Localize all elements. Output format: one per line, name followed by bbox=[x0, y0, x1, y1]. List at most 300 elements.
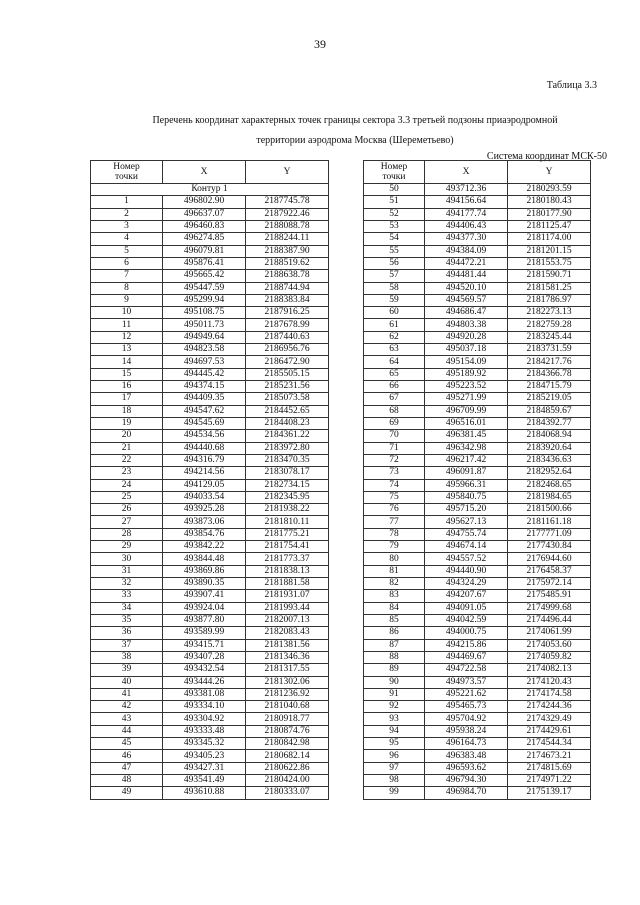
x-cell: 494481.44 bbox=[425, 270, 508, 282]
x-cell: 493407.28 bbox=[163, 651, 246, 663]
x-cell: 493345.32 bbox=[163, 738, 246, 750]
table-row bbox=[91, 750, 329, 762]
x-cell: 493427.31 bbox=[163, 762, 246, 774]
table-row bbox=[91, 614, 329, 626]
y-cell: 2181993.44 bbox=[246, 602, 329, 614]
x-cell: 494472.21 bbox=[425, 257, 508, 269]
table-row bbox=[364, 504, 591, 516]
table-row bbox=[91, 491, 329, 503]
coordinate-system-label: Система координат МСК-50 bbox=[486, 151, 607, 162]
table-row bbox=[364, 405, 591, 417]
y-cell: 2182952.64 bbox=[508, 467, 591, 479]
table-row bbox=[364, 565, 591, 577]
table-row bbox=[364, 578, 591, 590]
point-number-cell: 65 bbox=[364, 368, 425, 380]
table-row bbox=[91, 294, 329, 306]
point-number-cell: 4 bbox=[91, 233, 163, 245]
table-row bbox=[91, 442, 329, 454]
y-cell: 2183731.59 bbox=[508, 344, 591, 356]
table-row bbox=[364, 701, 591, 713]
y-cell: 2181381.56 bbox=[246, 639, 329, 651]
point-number-cell: 46 bbox=[91, 750, 163, 762]
point-number-cell: 21 bbox=[91, 442, 163, 454]
y-cell: 2184392.77 bbox=[508, 417, 591, 429]
x-cell: 493844.48 bbox=[163, 553, 246, 565]
y-cell: 2177430.84 bbox=[508, 541, 591, 553]
x-cell: 495876.41 bbox=[163, 257, 246, 269]
table-row bbox=[364, 750, 591, 762]
x-cell: 494469.67 bbox=[425, 651, 508, 663]
point-number-cell: 94 bbox=[364, 725, 425, 737]
x-cell: 496802.90 bbox=[163, 196, 246, 208]
point-number-cell: 45 bbox=[91, 738, 163, 750]
point-number-cell: 6 bbox=[91, 257, 163, 269]
y-cell: 2184217.76 bbox=[508, 356, 591, 368]
point-number-cell: 40 bbox=[91, 676, 163, 688]
y-cell: 2175972.14 bbox=[508, 578, 591, 590]
table-row bbox=[91, 368, 329, 380]
header-x: X bbox=[163, 161, 246, 184]
title-line-2: территории аэродрома Москва (Шереметьево) bbox=[256, 135, 454, 146]
y-cell: 2181201.15 bbox=[508, 245, 591, 257]
x-cell: 494377.30 bbox=[425, 233, 508, 245]
table-row bbox=[364, 479, 591, 491]
x-cell: 495108.75 bbox=[163, 307, 246, 319]
point-number-cell: 51 bbox=[364, 196, 425, 208]
point-number-cell: 69 bbox=[364, 417, 425, 429]
point-number-cell: 92 bbox=[364, 701, 425, 713]
x-cell: 493907.41 bbox=[163, 590, 246, 602]
table-row bbox=[91, 331, 329, 343]
contour-row bbox=[91, 184, 329, 196]
point-number-cell: 43 bbox=[91, 713, 163, 725]
point-number-cell: 8 bbox=[91, 282, 163, 294]
table-title bbox=[90, 111, 620, 151]
table-row bbox=[91, 602, 329, 614]
x-cell: 495447.59 bbox=[163, 282, 246, 294]
point-number-cell: 52 bbox=[364, 208, 425, 220]
x-cell: 496342.98 bbox=[425, 442, 508, 454]
table-row bbox=[364, 553, 591, 565]
y-cell: 2181881.58 bbox=[246, 578, 329, 590]
x-cell: 495154.09 bbox=[425, 356, 508, 368]
x-cell: 495938.24 bbox=[425, 725, 508, 737]
table-row bbox=[91, 565, 329, 577]
x-cell: 496637.07 bbox=[163, 208, 246, 220]
header-y: Y bbox=[508, 161, 591, 184]
y-cell: 2174815.69 bbox=[508, 762, 591, 774]
y-cell: 2184068.94 bbox=[508, 430, 591, 442]
x-cell: 494445.42 bbox=[163, 368, 246, 380]
table-row bbox=[91, 676, 329, 688]
point-number-cell: 89 bbox=[364, 664, 425, 676]
x-cell: 496383.48 bbox=[425, 750, 508, 762]
point-number-cell: 93 bbox=[364, 713, 425, 725]
point-number-cell: 15 bbox=[91, 368, 163, 380]
table-row bbox=[364, 356, 591, 368]
x-cell: 495715.20 bbox=[425, 504, 508, 516]
table-row bbox=[91, 651, 329, 663]
point-number-cell: 76 bbox=[364, 504, 425, 516]
table-row bbox=[91, 405, 329, 417]
table-row bbox=[91, 590, 329, 602]
x-cell: 495037.18 bbox=[425, 344, 508, 356]
x-cell: 494406.43 bbox=[425, 220, 508, 232]
table-row bbox=[364, 651, 591, 663]
point-number-cell: 77 bbox=[364, 516, 425, 528]
table-row bbox=[364, 528, 591, 540]
table-row bbox=[91, 738, 329, 750]
x-cell: 494949.64 bbox=[163, 331, 246, 343]
coordinate-tables bbox=[90, 160, 620, 830]
table-row bbox=[364, 282, 591, 294]
table-row bbox=[91, 344, 329, 356]
x-cell: 496079.81 bbox=[163, 245, 246, 257]
y-cell: 2185231.56 bbox=[246, 381, 329, 393]
table-row bbox=[364, 208, 591, 220]
y-cell: 2175485.91 bbox=[508, 590, 591, 602]
y-cell: 2183078.17 bbox=[246, 467, 329, 479]
x-cell: 493925.28 bbox=[163, 504, 246, 516]
point-number-cell: 50 bbox=[364, 184, 425, 196]
x-cell: 494920.28 bbox=[425, 331, 508, 343]
x-cell: 494374.15 bbox=[163, 381, 246, 393]
y-cell: 2181838.13 bbox=[246, 565, 329, 577]
y-cell: 2181590.71 bbox=[508, 270, 591, 282]
table-header-row bbox=[364, 161, 591, 184]
y-cell: 2187678.99 bbox=[246, 319, 329, 331]
table-row bbox=[91, 381, 329, 393]
point-number-cell: 90 bbox=[364, 676, 425, 688]
x-cell: 496217.42 bbox=[425, 454, 508, 466]
x-cell: 493381.08 bbox=[163, 688, 246, 700]
point-number-cell: 26 bbox=[91, 504, 163, 516]
y-cell: 2181581.25 bbox=[508, 282, 591, 294]
y-cell: 2181236.92 bbox=[246, 688, 329, 700]
x-cell: 496091.87 bbox=[425, 467, 508, 479]
y-cell: 2181938.22 bbox=[246, 504, 329, 516]
table-row bbox=[91, 504, 329, 516]
point-number-cell: 42 bbox=[91, 701, 163, 713]
y-cell: 2186472.90 bbox=[246, 356, 329, 368]
x-cell: 494440.90 bbox=[425, 565, 508, 577]
x-cell: 494520.10 bbox=[425, 282, 508, 294]
table-header-row bbox=[91, 161, 329, 184]
x-cell: 496794.30 bbox=[425, 775, 508, 787]
y-cell: 2174673.21 bbox=[508, 750, 591, 762]
x-cell: 495221.62 bbox=[425, 688, 508, 700]
y-cell: 2180622.86 bbox=[246, 762, 329, 774]
point-number-cell: 10 bbox=[91, 307, 163, 319]
y-cell: 2184366.78 bbox=[508, 368, 591, 380]
point-number-cell: 19 bbox=[91, 417, 163, 429]
x-cell: 495465.73 bbox=[425, 701, 508, 713]
point-number-cell: 36 bbox=[91, 627, 163, 639]
table-row bbox=[91, 516, 329, 528]
point-number-cell: 44 bbox=[91, 725, 163, 737]
y-cell: 2181161.18 bbox=[508, 516, 591, 528]
table-row bbox=[364, 454, 591, 466]
point-number-cell: 41 bbox=[91, 688, 163, 700]
title-line-1: Перечень координат характерных точек границы сектора 3.3 третьей подзоны приаэродромной bbox=[152, 115, 558, 126]
x-cell: 494129.05 bbox=[163, 479, 246, 491]
y-cell: 2184859.67 bbox=[508, 405, 591, 417]
point-number-cell: 56 bbox=[364, 257, 425, 269]
table-row bbox=[364, 664, 591, 676]
x-cell: 495966.31 bbox=[425, 479, 508, 491]
header-num-line1: Номер bbox=[113, 162, 140, 172]
header-num-line2: точки bbox=[382, 172, 406, 182]
x-cell: 496593.62 bbox=[425, 762, 508, 774]
y-cell: 2174174.58 bbox=[508, 688, 591, 700]
x-cell: 493842.22 bbox=[163, 541, 246, 553]
point-number-cell: 13 bbox=[91, 344, 163, 356]
table-row bbox=[91, 270, 329, 282]
y-cell: 2183920.64 bbox=[508, 442, 591, 454]
table-row bbox=[364, 417, 591, 429]
x-cell: 493444.26 bbox=[163, 676, 246, 688]
point-number-cell: 22 bbox=[91, 454, 163, 466]
table-row bbox=[91, 725, 329, 737]
x-cell: 495704.92 bbox=[425, 713, 508, 725]
y-cell: 2180424.00 bbox=[246, 775, 329, 787]
y-cell: 2182468.65 bbox=[508, 479, 591, 491]
x-cell: 496460.83 bbox=[163, 220, 246, 232]
point-number-cell: 54 bbox=[364, 233, 425, 245]
x-cell: 494823.58 bbox=[163, 344, 246, 356]
point-number-cell: 28 bbox=[91, 528, 163, 540]
y-cell: 2188244.11 bbox=[246, 233, 329, 245]
x-cell: 495840.75 bbox=[425, 491, 508, 503]
y-cell: 2176458.37 bbox=[508, 565, 591, 577]
table-row bbox=[364, 294, 591, 306]
x-cell: 494324.29 bbox=[425, 578, 508, 590]
point-number-cell: 29 bbox=[91, 541, 163, 553]
table-row bbox=[91, 233, 329, 245]
y-cell: 2174061.99 bbox=[508, 627, 591, 639]
table-row bbox=[364, 725, 591, 737]
table-row bbox=[91, 553, 329, 565]
x-cell: 493333.48 bbox=[163, 725, 246, 737]
point-number-cell: 66 bbox=[364, 381, 425, 393]
x-cell: 496709.99 bbox=[425, 405, 508, 417]
table-row bbox=[91, 528, 329, 540]
table-row bbox=[364, 430, 591, 442]
table-row bbox=[91, 307, 329, 319]
y-cell: 2181773.37 bbox=[246, 553, 329, 565]
y-cell: 2180874.76 bbox=[246, 725, 329, 737]
point-number-cell: 53 bbox=[364, 220, 425, 232]
header-num-line2: точки bbox=[114, 172, 138, 182]
x-cell: 493890.35 bbox=[163, 578, 246, 590]
x-cell: 493415.71 bbox=[163, 639, 246, 651]
y-cell: 2181346.36 bbox=[246, 651, 329, 663]
point-number-cell: 79 bbox=[364, 541, 425, 553]
x-cell: 493432.54 bbox=[163, 664, 246, 676]
table-row bbox=[364, 541, 591, 553]
table-row bbox=[91, 208, 329, 220]
point-number-cell: 49 bbox=[91, 787, 163, 799]
x-cell: 496274.85 bbox=[163, 233, 246, 245]
y-cell: 2183972.80 bbox=[246, 442, 329, 454]
table-row bbox=[91, 393, 329, 405]
y-cell: 2182007.13 bbox=[246, 614, 329, 626]
point-number-cell: 83 bbox=[364, 590, 425, 602]
x-cell: 493877.80 bbox=[163, 614, 246, 626]
table-row bbox=[364, 257, 591, 269]
table-row bbox=[91, 282, 329, 294]
table-row bbox=[364, 676, 591, 688]
table-row bbox=[91, 664, 329, 676]
header-x: X bbox=[425, 161, 508, 184]
x-cell: 495223.52 bbox=[425, 381, 508, 393]
point-number-cell: 2 bbox=[91, 208, 163, 220]
y-cell: 2186956.76 bbox=[246, 344, 329, 356]
table-row bbox=[364, 516, 591, 528]
point-number-cell: 87 bbox=[364, 639, 425, 651]
point-number-cell: 78 bbox=[364, 528, 425, 540]
table-row bbox=[91, 417, 329, 429]
page-number: 39 bbox=[314, 37, 326, 51]
coordinates-table-right bbox=[363, 160, 591, 800]
y-cell: 2174329.49 bbox=[508, 713, 591, 725]
y-cell: 2182759.28 bbox=[508, 319, 591, 331]
header-y: Y bbox=[246, 161, 329, 184]
point-number-cell: 61 bbox=[364, 319, 425, 331]
point-number-cell: 63 bbox=[364, 344, 425, 356]
point-number-cell: 27 bbox=[91, 516, 163, 528]
table-row bbox=[364, 762, 591, 774]
point-number-cell: 39 bbox=[91, 664, 163, 676]
point-number-cell: 98 bbox=[364, 775, 425, 787]
y-cell: 2174082.13 bbox=[508, 664, 591, 676]
point-number-cell: 95 bbox=[364, 738, 425, 750]
point-number-cell: 24 bbox=[91, 479, 163, 491]
point-number-cell: 72 bbox=[364, 454, 425, 466]
point-number-cell: 20 bbox=[91, 430, 163, 442]
y-cell: 2187922.46 bbox=[246, 208, 329, 220]
y-cell: 2174244.36 bbox=[508, 701, 591, 713]
point-number-cell: 25 bbox=[91, 491, 163, 503]
point-number-cell: 37 bbox=[91, 639, 163, 651]
x-cell: 494409.35 bbox=[163, 393, 246, 405]
point-number-cell: 3 bbox=[91, 220, 163, 232]
x-cell: 496516.01 bbox=[425, 417, 508, 429]
y-cell: 2188744.94 bbox=[246, 282, 329, 294]
header-num-line1: Номер bbox=[380, 162, 408, 172]
table-row bbox=[364, 614, 591, 626]
y-cell: 2174496.44 bbox=[508, 614, 591, 626]
table-row bbox=[364, 233, 591, 245]
table-row bbox=[91, 627, 329, 639]
y-cell: 2185505.15 bbox=[246, 368, 329, 380]
x-cell: 493712.36 bbox=[425, 184, 508, 196]
point-number-cell: 7 bbox=[91, 270, 163, 282]
table-row bbox=[91, 430, 329, 442]
point-number-cell: 23 bbox=[91, 467, 163, 479]
table-row bbox=[364, 442, 591, 454]
x-cell: 494177.74 bbox=[425, 208, 508, 220]
table-row bbox=[364, 467, 591, 479]
point-number-cell: 67 bbox=[364, 393, 425, 405]
y-cell: 2181500.66 bbox=[508, 504, 591, 516]
y-cell: 2174059.82 bbox=[508, 651, 591, 663]
x-cell: 494316.79 bbox=[163, 454, 246, 466]
point-number-cell: 38 bbox=[91, 651, 163, 663]
point-number-cell: 47 bbox=[91, 762, 163, 774]
y-cell: 2181317.55 bbox=[246, 664, 329, 676]
table-row bbox=[91, 578, 329, 590]
y-cell: 2181810.11 bbox=[246, 516, 329, 528]
table-row bbox=[91, 787, 329, 799]
y-cell: 2181984.65 bbox=[508, 491, 591, 503]
point-number-cell: 11 bbox=[91, 319, 163, 331]
table-row bbox=[364, 196, 591, 208]
table-row bbox=[364, 368, 591, 380]
y-cell: 2181786.97 bbox=[508, 294, 591, 306]
table-row bbox=[91, 196, 329, 208]
x-cell: 495011.73 bbox=[163, 319, 246, 331]
x-cell: 494545.69 bbox=[163, 417, 246, 429]
x-cell: 493873.06 bbox=[163, 516, 246, 528]
table-row bbox=[91, 479, 329, 491]
table-row bbox=[91, 639, 329, 651]
x-cell: 494156.64 bbox=[425, 196, 508, 208]
point-number-cell: 62 bbox=[364, 331, 425, 343]
y-cell: 2181775.21 bbox=[246, 528, 329, 540]
x-cell: 494557.52 bbox=[425, 553, 508, 565]
point-number-cell: 85 bbox=[364, 614, 425, 626]
x-cell: 495627.13 bbox=[425, 516, 508, 528]
table-row bbox=[91, 775, 329, 787]
point-number-cell: 80 bbox=[364, 553, 425, 565]
table-row bbox=[91, 356, 329, 368]
x-cell: 494674.14 bbox=[425, 541, 508, 553]
x-cell: 494214.56 bbox=[163, 467, 246, 479]
point-number-cell: 18 bbox=[91, 405, 163, 417]
y-cell: 2183245.44 bbox=[508, 331, 591, 343]
point-number-cell: 17 bbox=[91, 393, 163, 405]
y-cell: 2185219.05 bbox=[508, 393, 591, 405]
y-cell: 2188519.62 bbox=[246, 257, 329, 269]
x-cell: 495299.94 bbox=[163, 294, 246, 306]
point-number-cell: 96 bbox=[364, 750, 425, 762]
y-cell: 2188387.90 bbox=[246, 245, 329, 257]
point-number-cell: 31 bbox=[91, 565, 163, 577]
table-row bbox=[91, 762, 329, 774]
table-row bbox=[91, 701, 329, 713]
point-number-cell: 16 bbox=[91, 381, 163, 393]
header-point-number bbox=[364, 161, 425, 184]
x-cell: 494091.05 bbox=[425, 602, 508, 614]
table-row bbox=[364, 639, 591, 651]
point-number-cell: 59 bbox=[364, 294, 425, 306]
x-cell: 494207.67 bbox=[425, 590, 508, 602]
y-cell: 2174544.34 bbox=[508, 738, 591, 750]
x-cell: 494755.74 bbox=[425, 528, 508, 540]
table-row bbox=[364, 331, 591, 343]
point-number-cell: 68 bbox=[364, 405, 425, 417]
table-row bbox=[364, 344, 591, 356]
point-number-cell: 30 bbox=[91, 553, 163, 565]
y-cell: 2181040.68 bbox=[246, 701, 329, 713]
y-cell: 2174999.68 bbox=[508, 602, 591, 614]
contour-label: Контур 1 bbox=[91, 184, 329, 196]
y-cell: 2188088.78 bbox=[246, 220, 329, 232]
y-cell: 2180682.14 bbox=[246, 750, 329, 762]
y-cell: 2184361.22 bbox=[246, 430, 329, 442]
table-row bbox=[364, 381, 591, 393]
